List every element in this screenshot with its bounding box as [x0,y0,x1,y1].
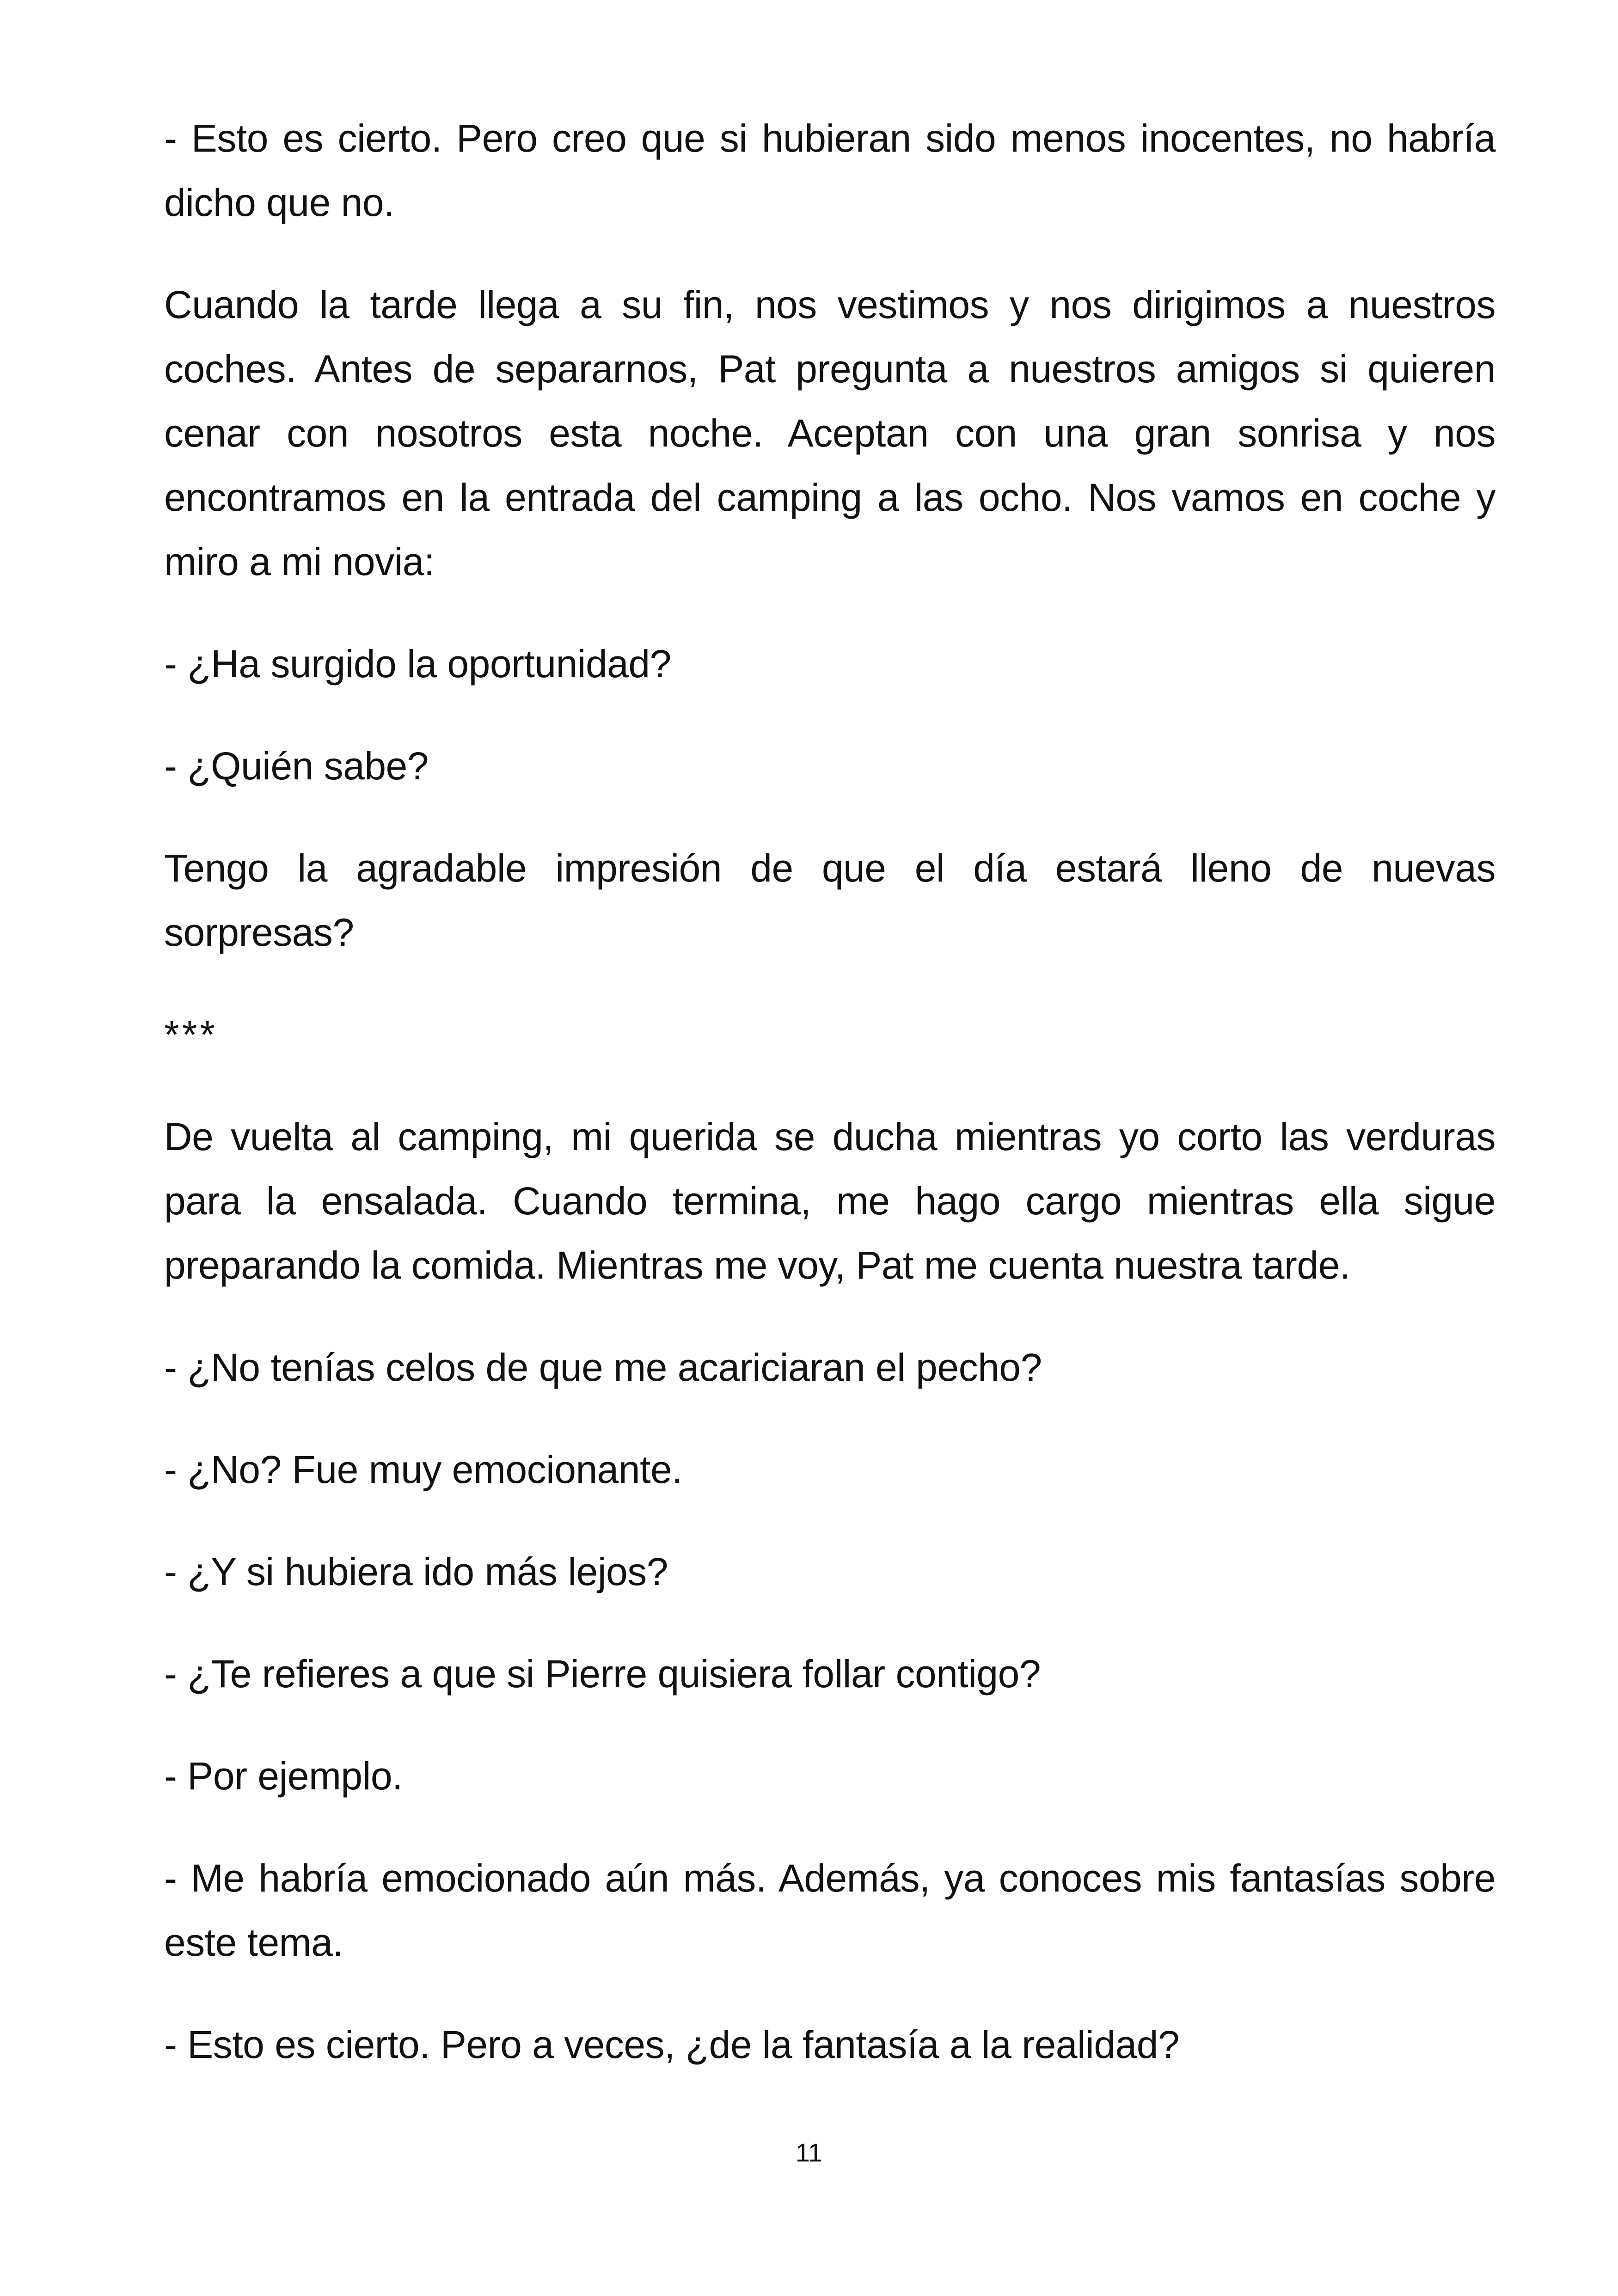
page-number: 11 [795,2138,823,2167]
paragraph: Tengo la agradable impresión de que el día estará lleno de nuevas sorpresas? [164,846,1495,954]
paragraph: - ¿Y si hubiera ido más lejos? [164,1550,668,1593]
paragraph: - ¿Te refieres a que si Pierre quisiera follar contigo? [164,1652,1041,1696]
paragraph: - Esto es cierto. Pero a veces, ¿de la fantasía a la realidad? [164,2023,1180,2066]
paragraph: Cuando la tarde llega a su fin, nos vestimos y nos dirigimos a nuestros coches. Antes de separarnos, Pat pregunta a nuestros amigos si quieren cenar con nosotros esta noche. Aceptan con una gran sonrisa y nos encontramos en la entrada del camping a las ocho. Nos vamos en coche y miro a mi novia: [164,283,1495,583]
paragraph: - ¿No? Fue muy emocionante. [164,1448,682,1491]
paragraph: - ¿No tenías celos de que me acariciaran el pecho? [164,1346,1042,1389]
paragraph: - ¿Ha surgido la oportunidad? [164,642,671,686]
paragraph: De vuelta al camping, mi querida se ducha mientras yo corto las verduras para la ensalada. Cuando termina, me hago cargo mientras ella sigue preparando la comida. Mientras me voy, Pat me cuenta nuestra tarde. [164,1115,1495,1287]
paragraph: - Por ejemplo. [164,1754,403,1798]
paragraph: - ¿Quién sabe? [164,744,429,788]
body-text [164,106,1495,2115]
section-separator: *** [164,1013,218,1056]
paragraph: - Me habría emocionado aún más. Además, ya conoces mis fantasías sobre este tema. [164,1856,1495,1964]
paragraph: - Esto es cierto. Pero creo que si hubieran sido menos inocentes, no habría dicho que no. [164,116,1495,224]
